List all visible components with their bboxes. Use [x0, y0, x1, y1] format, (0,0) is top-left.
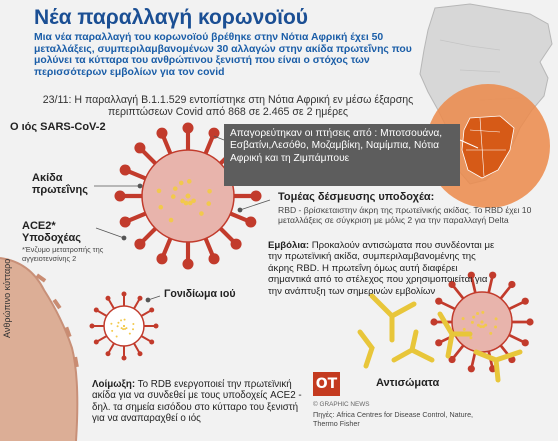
ace2-footnote: *Ένζυμο μετατροπής της αγγειοτενσίνης 2	[22, 245, 104, 263]
infection-paragraph	[92, 379, 306, 425]
spike-protein-label: Ακίδα πρωτεΐνης	[32, 172, 88, 196]
spike-tip	[106, 296, 111, 301]
spike-tip	[522, 339, 529, 346]
surface-dot	[495, 317, 498, 320]
spike-tip	[122, 292, 127, 297]
surface-dot	[184, 201, 189, 206]
genome-label: Γονιδίωμα ιού	[164, 288, 236, 300]
infection-lead: Λοίμωξη:	[92, 379, 136, 390]
surface-dot	[157, 189, 162, 194]
date-line: 23/11: Η παραλλαγή B.1.1.529 εντοπίστηκε στη Νότια Αφρική εν μέσω έξαρσης περιπτώσεων Covid από 868 σε 2.465 σε 2 ημέρες	[42, 94, 414, 118]
spike-tip	[120, 217, 131, 228]
surface-dot	[481, 311, 484, 314]
spike-tip	[134, 142, 145, 153]
spike-tip	[209, 253, 220, 264]
vaccines-paragraph	[268, 240, 496, 297]
spike-tip	[182, 122, 193, 133]
surface-dot	[122, 328, 124, 330]
antibodies-label: Αντισώματα	[376, 377, 440, 389]
spike-tip	[508, 281, 515, 288]
spike-tip	[250, 190, 261, 201]
vaccines-lead: Εμβόλια:	[268, 240, 310, 251]
surface-dot	[158, 205, 163, 210]
surface-dot	[207, 189, 212, 194]
spike-tip	[156, 128, 167, 139]
spike-tip	[526, 318, 533, 325]
spike-tip	[134, 239, 145, 250]
spike-tip	[122, 356, 127, 361]
surface-dot	[117, 322, 119, 324]
spike-tip	[138, 351, 143, 356]
surface-dot	[191, 198, 196, 203]
surface-dot	[469, 336, 472, 339]
surface-dot	[132, 328, 134, 330]
surface-dot	[120, 319, 122, 321]
surface-dot	[111, 330, 113, 332]
surface-dot	[199, 211, 204, 216]
surface-dot	[489, 332, 492, 335]
spike-tip	[149, 340, 154, 345]
spike-tip	[149, 308, 154, 313]
spike-tip	[231, 239, 242, 250]
spike-tip	[154, 324, 159, 329]
publisher-logo: OT	[313, 372, 340, 396]
spike-tip	[209, 128, 220, 139]
spike-tip	[94, 340, 99, 345]
surface-dot	[494, 325, 497, 328]
surface-dot	[129, 333, 131, 335]
surface-dot	[481, 321, 484, 324]
binding-domain-text: RBD - βρίσκεταιστην άκρη της πρωτεϊνικής ακίδας. Το RBD έχει 10 μεταλλάξεις σε σύγκριση με μόλις 2 για την παραλλαγή Delta	[278, 205, 532, 226]
spike-tip	[435, 339, 442, 346]
surface-dot	[479, 325, 482, 328]
intro-text: Μια νέα παραλλαγή του κορωνοϊού βρέθηκε στην Νότια Αφρική έχει 50 μεταλλάξεις, συμπεριλαμβανομένων 30 αλλαγών στην ακίδα πρωτεΐνης που μολύνει τα κύτταρα του ανθρώπινου ξενιστή που είναι ο στόχος των περισσότερων εμβολίων για τον covid	[34, 32, 412, 78]
surface-dot	[123, 325, 125, 327]
sources-line: Πηγές: Africa Centres for Disease Control, Nature, Thermo Fisher	[313, 410, 474, 428]
surface-dot	[169, 218, 174, 223]
surface-dot	[171, 194, 176, 199]
surface-dot	[117, 325, 119, 327]
spike-tip	[522, 298, 529, 305]
surface-dot	[476, 312, 479, 315]
surface-dot	[179, 181, 184, 186]
spike-tip	[120, 164, 131, 175]
surface-dot	[173, 186, 178, 191]
surface-dot	[206, 201, 211, 206]
spike-tip	[245, 217, 256, 228]
spike-tip	[468, 365, 475, 372]
spike-tip	[430, 318, 437, 325]
vaccines-text: Προκαλούν αντισώματα που συνδέονται με την πρωτεϊνική ακίδα, συμπεριλαμβανομένης της άκρης RBD. Η πρωτεΐνη όμως αυτή διαφέρει σημαντικά από το στέλεχος που χρησιμοποιείται για την ανάπτυξη των σημερινών εμβολίων	[268, 240, 495, 297]
spike-tip	[106, 351, 111, 356]
spike-tip	[182, 258, 193, 269]
surface-dot	[472, 316, 475, 319]
ace2-label: ACE2* Υποδοχέας	[22, 220, 81, 244]
surface-dot	[463, 328, 466, 331]
surface-dot	[125, 327, 127, 329]
human-cell-label: Ανθρώπινο κύτταρο	[2, 258, 12, 338]
spike-tip	[94, 308, 99, 313]
surface-dot	[484, 324, 487, 327]
surface-dot	[124, 319, 126, 321]
surface-dot	[471, 321, 474, 324]
spike-tip	[90, 324, 95, 329]
binding-domain-title: Τομέας δέσμευσης υποδοχέα:	[278, 191, 435, 203]
flight-ban-box: Απαγορεύτηκαν οι πτήσεις από : Μποτσουάνα, Εσβατίνι,Λεσόθο, Μοζαμβίκη, Ναμίμπια, Νότια Αφρική και τη Ζιμπάμπουε	[224, 124, 460, 186]
spike-tip	[435, 298, 442, 305]
surface-dot	[187, 179, 192, 184]
infection-text: Το RDB ενεργοποιεί την πρωτεϊνική ακίδα για να συνδεθεί με τους υποδοχείς ACE2 - δηλ. τα σημεία εισόδου στο κύτταρο του ξενιστή για να αναπαραχθεί ο ιός	[92, 379, 302, 425]
sars-label: Ο ιός SARS-CoV-2	[10, 121, 106, 133]
surface-dot	[132, 323, 134, 325]
spike-tip	[156, 253, 167, 264]
surface-dot	[116, 335, 118, 337]
credit-line: © GRAPHIC NEWS	[313, 401, 370, 408]
spike-tip	[114, 190, 125, 201]
surface-dot	[110, 323, 112, 325]
surface-dot	[462, 317, 465, 320]
spike-tip	[138, 296, 143, 301]
page-title: Νέα παραλλαγή κορωνοϊού	[34, 6, 309, 29]
surface-dot	[186, 194, 191, 199]
